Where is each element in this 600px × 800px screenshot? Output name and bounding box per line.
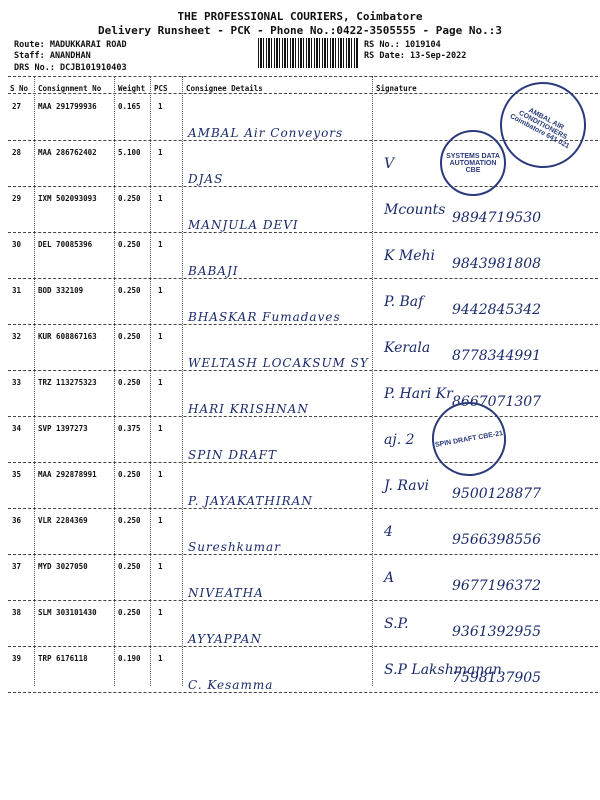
row-sno: 34 (12, 424, 22, 433)
row-consignee-handwritten: SPIN DRAFT (188, 448, 278, 462)
row-pcs: 1 (158, 240, 163, 249)
row-consignee-handwritten: P. JAYAKATHIRAN (188, 494, 313, 508)
row-pcs: 1 (158, 332, 163, 341)
row-consignment: MYD 3027050 (38, 562, 88, 571)
row-pcs: 1 (158, 378, 163, 387)
col-rule (372, 76, 373, 686)
col-signature: Signature (376, 84, 417, 93)
row-consignee-handwritten: BABAJI (188, 264, 239, 278)
row-pcs: 1 (158, 194, 163, 203)
row-divider (8, 462, 598, 463)
row-divider (8, 692, 598, 693)
row-pcs: 1 (158, 424, 163, 433)
header-bottom-rule (8, 93, 598, 94)
row-consignment: TRP 6176118 (38, 654, 88, 663)
row-phone: 8667071307 (452, 394, 542, 410)
row-sno: 32 (12, 332, 22, 341)
row-pcs: 1 (158, 286, 163, 295)
row-weight: 0.250 (118, 608, 141, 617)
row-weight: 0.250 (118, 240, 141, 249)
row-phone: 9500128877 (452, 486, 542, 502)
staff-label: Staff: ANANDHAN (14, 51, 91, 61)
row-signature: aj. 2 (384, 432, 415, 448)
row-consignee-handwritten: C. Kesamma (188, 678, 274, 692)
row-consignee-handwritten: AMBAL Air Conveyors (188, 126, 344, 140)
row-signature: S.P. (384, 616, 409, 632)
row-pcs: 1 (158, 102, 163, 111)
row-consignment: IXM 502093093 (38, 194, 97, 203)
col-rule (34, 76, 35, 686)
company-title: THE PROFESSIONAL COURIERS, Coimbatore (177, 10, 423, 23)
cbe-stamp (440, 130, 506, 196)
row-phone: 9894719530 (452, 210, 542, 226)
row-weight: 0.250 (118, 470, 141, 479)
row-consignment: MAA 286762402 (38, 148, 97, 157)
row-signature: V (384, 156, 395, 172)
row-signature: J. Ravi (384, 478, 430, 494)
row-divider (8, 646, 598, 647)
row-consignee-handwritten: Sureshkumar (188, 540, 281, 554)
row-phone: 7598137905 (452, 670, 542, 686)
row-consignee-handwritten: NIVEATHA (188, 586, 264, 600)
row-pcs: 1 (158, 654, 163, 663)
row-sno: 33 (12, 378, 22, 387)
row-consignment: SLM 303101430 (38, 608, 97, 617)
row-weight: 0.250 (118, 516, 141, 525)
row-consignee-handwritten: MANJULA DEVI (188, 218, 299, 232)
col-pcs: PCS (154, 84, 168, 93)
row-pcs: 1 (158, 470, 163, 479)
col-rule (150, 76, 151, 686)
row-divider (8, 232, 598, 233)
col-sno: S No (10, 84, 29, 93)
row-consignee-handwritten: BHASKAR Fumadaves (188, 310, 341, 324)
row-consignment: TRZ 113275323 (38, 378, 97, 387)
row-weight: 0.250 (118, 194, 141, 203)
row-pcs: 1 (158, 608, 163, 617)
row-signature: S.P Lakshmanan (384, 662, 502, 678)
row-weight: 0.190 (118, 654, 141, 663)
row-signature: Mcounts (384, 202, 446, 218)
row-phone: 9566398556 (452, 532, 542, 548)
row-sno: 38 (12, 608, 22, 617)
row-phone: 9843981808 (452, 256, 542, 272)
barcode (258, 38, 358, 68)
row-divider (8, 554, 598, 555)
row-consignment: MAA 291799936 (38, 102, 97, 111)
row-signature: P. Hari Kr (384, 386, 453, 402)
row-consignment: MAA 292878991 (38, 470, 97, 479)
row-signature: 4 (384, 524, 393, 540)
row-divider (8, 370, 598, 371)
row-sno: 31 (12, 286, 22, 295)
row-consignee-handwritten: HARI KRISHNAN (188, 402, 309, 416)
cbe-stamp-text: SYSTEMS DATA AUTOMATION CBE (446, 152, 500, 174)
row-consignee-handwritten: AYYAPPAN (188, 632, 262, 646)
col-rule (182, 76, 183, 686)
row-divider (8, 186, 598, 187)
row-signature: K Mehi (384, 248, 436, 264)
col-weight: Weight (118, 84, 146, 93)
row-weight: 0.375 (118, 424, 141, 433)
row-weight: 0.165 (118, 102, 141, 111)
row-signature: P. Baf (384, 294, 424, 310)
row-phone: 9677196372 (452, 578, 542, 594)
row-pcs: 1 (158, 562, 163, 571)
row-phone: 9361392955 (452, 624, 542, 640)
row-consignment: VLR 2284369 (38, 516, 88, 525)
row-sno: 37 (12, 562, 22, 571)
row-signature: A (384, 570, 395, 586)
row-divider (8, 508, 598, 509)
header-top-rule (8, 76, 598, 77)
row-consignment: SVP 1397273 (38, 424, 88, 433)
row-consignment: KUR 608867163 (38, 332, 97, 341)
row-consignee-handwritten: DJAS (188, 172, 224, 186)
row-phone: 8778344991 (452, 348, 542, 364)
row-divider (8, 278, 598, 279)
row-pcs: 1 (158, 148, 163, 157)
drs-label: DRS No.: DCJB101910403 (14, 63, 127, 73)
spin-draft-stamp-text: SPIN DRAFT CBE-21 (434, 429, 504, 449)
row-sno: 29 (12, 194, 22, 203)
row-weight: 0.250 (118, 562, 141, 571)
col-consignment: Consignment No (38, 84, 102, 93)
row-weight: 5.100 (118, 148, 141, 157)
rs-date: RS Date: 13-Sep-2022 (364, 51, 467, 61)
row-divider (8, 600, 598, 601)
row-sno: 27 (12, 102, 22, 111)
row-weight: 0.250 (118, 332, 141, 341)
row-divider (8, 416, 598, 417)
row-sno: 35 (12, 470, 22, 479)
row-pcs: 1 (158, 516, 163, 525)
row-weight: 0.250 (118, 286, 141, 295)
col-rule (114, 76, 115, 686)
row-sno: 30 (12, 240, 22, 249)
row-divider (8, 324, 598, 325)
col-consignee: Consignee Details (186, 84, 263, 93)
row-weight: 0.250 (118, 378, 141, 387)
row-sno: 28 (12, 148, 22, 157)
ambal-stamp-text: AMBAL AIR CONDITIONERS Coimbatore 641 021 (508, 106, 571, 150)
row-sno: 39 (12, 654, 22, 663)
row-consignment: DEL 70085396 (38, 240, 93, 249)
rs-number: RS No.: 1019104 (364, 40, 441, 50)
row-phone: 9442845342 (452, 302, 542, 318)
row-sno: 36 (12, 516, 22, 525)
row-consignee-handwritten: WELTASH LOCAKSUM SY (188, 356, 369, 370)
row-signature: Kerala (384, 340, 431, 356)
route-label: Route: MADUKKARAI ROAD (14, 40, 127, 50)
row-consignment: BOD 332109 (38, 286, 84, 295)
runsheet-subtitle: Delivery Runsheet - PCK - Phone No.:0422-3505555 - Page No.:3 (98, 24, 502, 37)
